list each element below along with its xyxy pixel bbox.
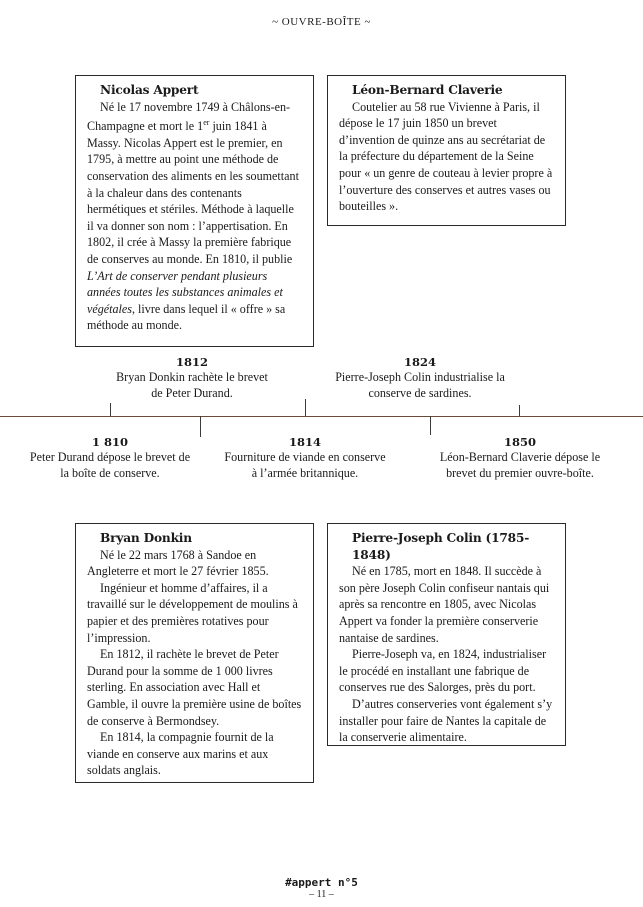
bio-box-bryan-donkin [75, 523, 314, 783]
event-text: de Peter Durand. [151, 385, 233, 400]
bio-paragraph: Né en 1785, mort en 1848. Il succède à son père Joseph Colin confiseur nantais qui après sa rencontre en 1805, avec Nicolas Appert va fonder la première conserverie nantaise de sardines. [339, 564, 550, 645]
bio-paragraph [87, 99, 303, 334]
timeline-tick-1824 [430, 416, 431, 435]
bio-title: Nicolas Appert [100, 83, 199, 97]
event-text: à l’armée britannique. [251, 465, 359, 480]
timeline-axis [0, 416, 643, 417]
timeline-tick-1814 [305, 399, 306, 416]
event-text: Bryan Donkin rachète le brevet [116, 370, 268, 384]
event-text: Léon-Bernard Claverie dépose le [439, 450, 601, 464]
page-number: – 11 – [309, 889, 334, 900]
bio-paragraph: Coutelier au 58 rue Vivienne à Paris, il dépose le 17 juin 1850 un brevet d’invention de quinze ans au secrétariat de la préfecture du département de la Seine pour « un genre de couteau à levier propre à l’ouverture des conserves et autres vases ou bouteilles ». [339, 99, 553, 214]
event-text: Peter Durand dépose le brevet de [29, 450, 191, 464]
bio-paragraph: Pierre-Joseph va, en 1824, industrialiser le procédé en installant une fabrique de conserves rue des Salorges, près du port. [339, 647, 547, 695]
bio-paragraph: D’autres conserveries vont également s’y installer pour faire de Nantes la capitale de la conserverie alimentaire. [339, 696, 553, 745]
event-year: 1 810 [91, 435, 128, 449]
bio-text: Né le 17 novembre 1749 à Châlons-en-Champagne et mort le 1 [87, 99, 291, 134]
bio-box-nicolas-appert [75, 75, 314, 347]
event-year: 1824 [403, 355, 436, 369]
event-text: brevet du premier ouvre-boîte. [446, 465, 594, 480]
bio-paragraph: Né le 22 mars 1768 à Sandoe en Angleterre et mort le 27 février 1855. [87, 547, 269, 579]
timeline-tick-1810 [110, 403, 111, 416]
timeline-event-1812 [92, 354, 292, 401]
bio-box-pierre-joseph-colin [327, 523, 566, 746]
event-year: 1812 [175, 355, 208, 369]
event-text: la boîte de conserve. [60, 465, 160, 480]
timeline-tick-1850 [519, 405, 520, 416]
bio-paragraph: En 1812, il rachète le brevet de Peter Durand pour la somme de 1 000 livres sterling. En association avec Hall et Gamble, il ouvre la première usine de boîtes de conserve à Bermondsey. [87, 647, 302, 728]
bio-text: juin 1841 à Massy. Nicolas Appert est le premier, en 1795, à mettre au point une méthode de conservation des aliments en les soumettant à la chaleur dans des contenants hermétiques et stériles. Méthode à laquelle il va donner son nom : l’appertisation. En 1802, il crée à Massy la première fabrique de conserves au monde. En 1810, il publie [87, 119, 299, 266]
publication-title: #appert n°5 [285, 876, 358, 889]
event-text: Fourniture de viande en conserve [224, 450, 386, 464]
bio-title: Léon-Bernard Claverie [352, 83, 503, 97]
bio-title: Bryan Donkin [100, 531, 192, 545]
bio-box-leon-bernard-claverie [327, 75, 566, 226]
bio-title: Pierre-Joseph Colin (1785-1848) [352, 531, 530, 562]
event-year: 1814 [288, 435, 321, 449]
timeline-event-1810 [10, 434, 210, 481]
timeline-event-1814 [205, 434, 405, 481]
book-title: L’Art de conserver pendant plusieurs années toutes les substances animales et végétales [87, 268, 283, 316]
timeline-event-1850 [420, 434, 620, 481]
bio-paragraph: Ingénieur et homme d’affaires, il a travaillé sur le développement de moulins à papier et des premières rotatives pour l’impression. [87, 580, 298, 645]
event-text: conserve de sardines. [368, 385, 472, 400]
event-text: Pierre-Joseph Colin industrialise la [335, 370, 505, 384]
event-year: 1850 [503, 435, 536, 449]
running-head: ~ OUVRE-BOÎTE ~ [272, 16, 371, 28]
timeline-event-1824 [310, 354, 530, 401]
bio-superscript: er [203, 118, 210, 128]
bio-paragraph: En 1814, la compagnie fournit de la viande en conserve aux marins et aux soldats anglais. [87, 730, 274, 778]
bio-text: , livre dans lequel il « offre » sa méthode au monde. [87, 301, 286, 333]
